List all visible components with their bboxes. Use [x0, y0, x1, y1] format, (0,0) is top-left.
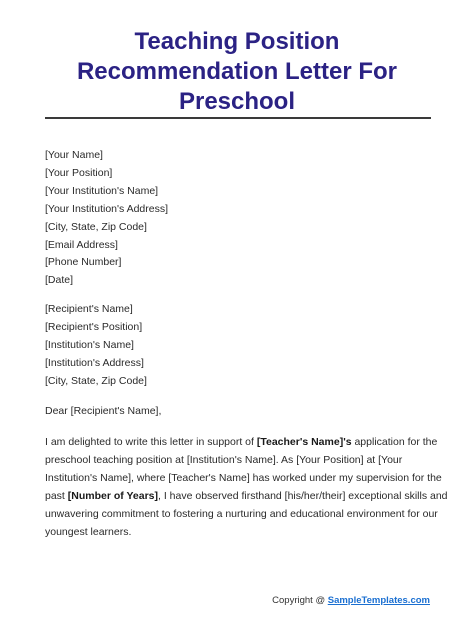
body-line-3: Institution's Name], where [Teacher's Name] has worked under my supervision for the [45, 472, 442, 484]
sender-email: [Email Address] [45, 238, 118, 251]
letter-date: [Date] [45, 274, 74, 287]
page-title-line-2: Recommendation Letter For [76, 58, 398, 85]
body-line-6: youngest learners. [45, 526, 132, 538]
body-line-1 [45, 433, 437, 451]
body-line-4-post: , I have observed firsthand [his/her/their] exceptional skills and [158, 490, 448, 502]
sender-institution-address: [Your Institution's Address] [45, 202, 169, 215]
body-line-4 [45, 487, 448, 505]
sender-phone: [Phone Number] [45, 256, 122, 269]
salutation-text: Dear [Recipient's Name], [45, 405, 162, 417]
letter-body-paragraph [45, 433, 448, 541]
sender-position: [Your Position] [45, 166, 113, 179]
body-line-1-pre: I am delighted to write this letter in support of [45, 436, 257, 448]
salutation [45, 403, 161, 421]
page-title-line-1: Teaching Position [134, 28, 340, 55]
recipient-institution-name: [Institution's Name] [45, 338, 134, 351]
recipient-position: [Recipient's Position] [45, 320, 143, 333]
body-line-1-post: application for the [351, 436, 438, 448]
sender-institution-name: [Your Institution's Name] [45, 184, 159, 197]
recipient-institution-address: [Institution's Address] [45, 356, 144, 369]
sender-address-block [45, 147, 168, 290]
page-title [0, 27, 474, 117]
copyright-prefix: Copyright @ [272, 595, 328, 606]
body-line-4-pre: past [45, 490, 68, 502]
body-line-5: unwavering commitment to fostering a nurturing and educational environment for our [45, 508, 438, 520]
recipient-address-block [45, 301, 147, 391]
copyright-link[interactable]: SampleTemplates.com [327, 595, 430, 606]
page-title-line-3: Preschool [178, 88, 296, 115]
sender-name: [Your Name] [45, 149, 103, 161]
sender-city-state-zip: [City, State, Zip Code] [45, 220, 147, 233]
recipient-name: [Recipient's Name] [45, 303, 133, 315]
recipient-city-state-zip: [City, State, Zip Code] [45, 374, 147, 387]
title-divider [45, 117, 431, 119]
teacher-name-placeholder: [Teacher's Name]'s [256, 436, 352, 448]
copyright-footer [272, 595, 430, 606]
body-line-2: preschool teaching position at [Institution's Name]. As [Your Position] at [Your [45, 454, 403, 466]
number-of-years-placeholder: [Number of Years] [67, 490, 159, 502]
